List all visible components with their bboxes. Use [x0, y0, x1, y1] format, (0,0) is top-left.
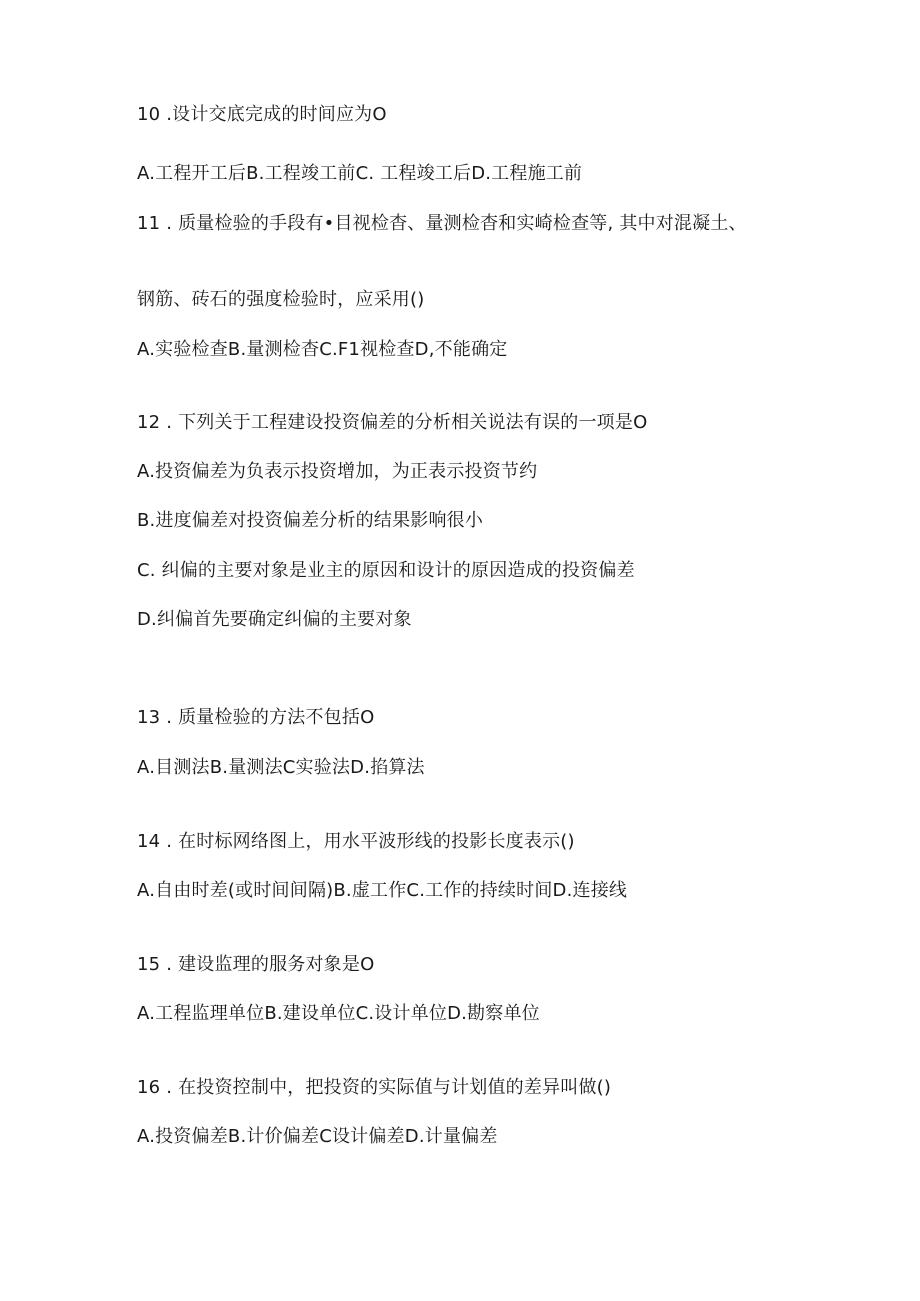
question-13: 13 . 质量检验的方法不包括O [137, 707, 375, 728]
question-13-options: A.目测法B.量测法C实验法D.掐算法 [137, 757, 425, 778]
question-15: 15 . 建设监理的服务对象是O [137, 954, 375, 975]
question-15-options: A.工程监理单位B.建设单位C.设计单位D.勘察单位 [137, 1003, 540, 1024]
question-11-continued: 钢筋、砖石的强度检验时，应采用() [137, 289, 425, 310]
question-12-option-c: C. 纠偏的主要对象是业主的原因和设计的原因造成的投资偏差 [137, 560, 635, 581]
question-10: 10 .设计交底完成的时间应为O [137, 104, 387, 125]
question-14: 14 . 在时标网络图上，用水平波形线的投影长度表示() [137, 831, 575, 852]
question-16-options: A.投资偏差B.计价偏差C设计偏差D.计量偏差 [137, 1126, 498, 1147]
question-16: 16 . 在投资控制中，把投资的实际值与计划值的差异叫做() [137, 1077, 612, 1098]
question-12: 12 . 下列关于工程建设投资偏差的分析相关说法有误的一项是O [137, 412, 648, 433]
question-12-option-a: A.投资偏差为负表示投资增加，为正表示投资节约 [137, 461, 538, 482]
question-11-options: A.实验检查B.量测检杳C.F1视检查D,不能确定 [137, 339, 508, 360]
question-10-options: A.工程开工后B.工程竣工前C. 工程竣工后D.工程施工前 [137, 163, 583, 184]
question-12-option-b: B.进度偏差对投资偏差分析的结果影响很小 [137, 510, 484, 531]
question-11: 11 . 质量检验的手段有•目视检杳、量测检杳和实崎检查等, 其中对混凝土、 [137, 213, 747, 234]
question-14-options: A.自由时差(或时间间隔)B.虚工作C.工作的持续时间D.连接线 [137, 880, 628, 901]
question-12-option-d: D.纠偏首先要确定纠偏的主要对象 [137, 609, 412, 630]
